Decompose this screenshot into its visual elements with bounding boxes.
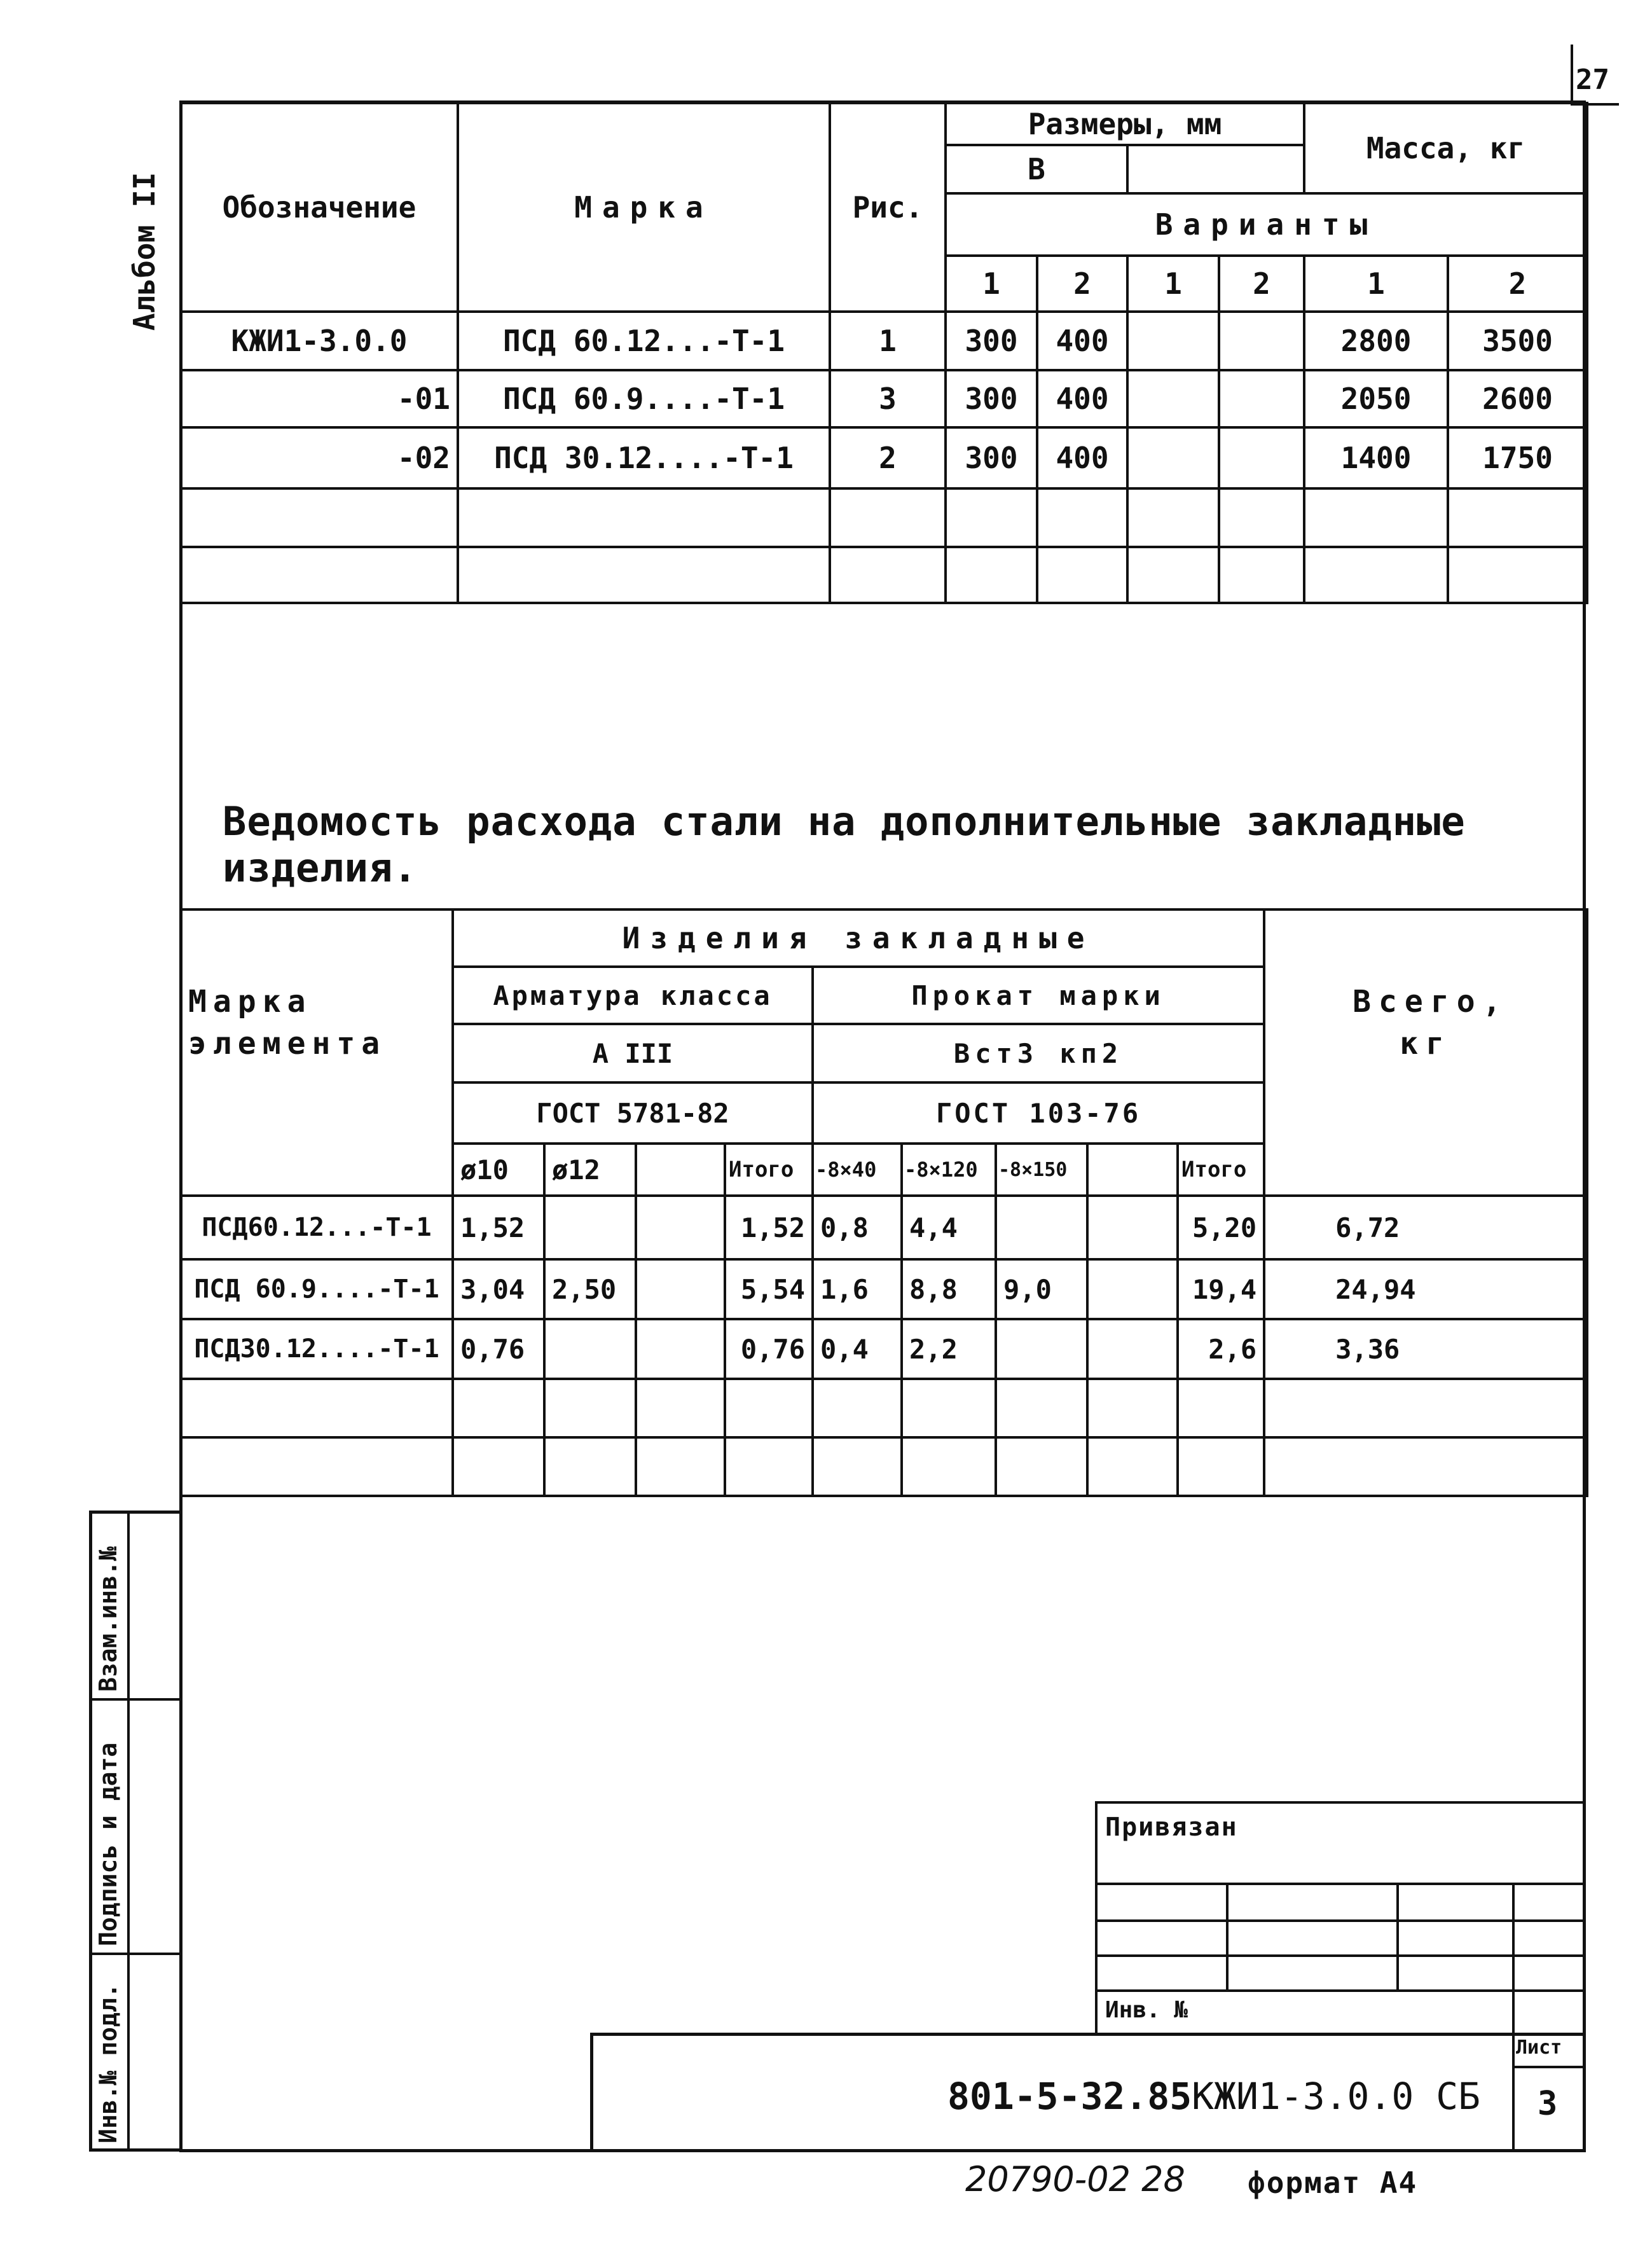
- cell: [636, 1319, 725, 1379]
- cell: КЖИ1-3.0.0: [181, 312, 458, 370]
- podpis-label: Подпись и дата: [94, 1742, 122, 1946]
- header-rolled-gost: ГОСТ 103-76: [813, 1082, 1264, 1144]
- cell: 3500: [1448, 312, 1587, 370]
- cell: [1219, 427, 1304, 488]
- table-row: [181, 1196, 1587, 1259]
- stamp-vline: [1512, 1883, 1515, 2035]
- side-strip-divider: [127, 1511, 130, 2152]
- cell: 5,20: [1178, 1196, 1264, 1259]
- side-strip-line: [89, 1698, 182, 1701]
- variant-4: 2: [1219, 256, 1304, 312]
- header-element-mark-cell: [181, 909, 453, 1196]
- cell: [544, 1319, 636, 1379]
- table-row: [181, 1319, 1587, 1379]
- cell: 4,4: [902, 1196, 996, 1259]
- cell: [1127, 370, 1219, 427]
- cell: 3,36: [1264, 1319, 1587, 1379]
- table-row-empty: [181, 547, 1587, 603]
- header-sizes: Размеры, мм: [946, 103, 1304, 145]
- document-code: [947, 2075, 1480, 2118]
- cell: 0,76: [453, 1319, 544, 1379]
- header-variants: Варианты: [946, 193, 1587, 256]
- header-sizes-blank: [1127, 145, 1304, 193]
- inv-podl-label: Инв.№ подл.: [94, 1983, 122, 2143]
- cell: 400: [1037, 312, 1127, 370]
- list-value: 3: [1538, 2085, 1558, 2123]
- privyazan-label: Привязан: [1105, 1813, 1238, 1842]
- cell: 1,52: [453, 1196, 544, 1259]
- header-blank2: [1087, 1144, 1178, 1196]
- cell: 5,54: [725, 1259, 813, 1319]
- cell: 2,50: [544, 1259, 636, 1319]
- inv-label: Инв. №: [1105, 1997, 1188, 2023]
- cell: ПСД 60.9....-Т-1: [181, 1259, 453, 1319]
- cell: [1127, 312, 1219, 370]
- table-row: [181, 1259, 1587, 1319]
- cell: [1087, 1319, 1178, 1379]
- cell: [996, 1196, 1087, 1259]
- table-row: [181, 312, 1587, 370]
- cell: 300: [946, 427, 1037, 488]
- header-sizes-b: В: [946, 145, 1127, 193]
- album-label: Альбом II: [127, 172, 162, 331]
- cell: [544, 1196, 636, 1259]
- stamp-vline: [1226, 1883, 1229, 1991]
- variant-3: 1: [1127, 256, 1219, 312]
- variant-6: 2: [1448, 256, 1587, 312]
- document-code-rest: КЖИ1-3.0.0 СБ: [1192, 2075, 1481, 2118]
- cell: 0,76: [725, 1319, 813, 1379]
- cell: 300: [946, 312, 1037, 370]
- table-row: [181, 370, 1587, 427]
- footer-format: формат А4: [1248, 2166, 1418, 2200]
- cell: 1750: [1448, 427, 1587, 488]
- section-title: Ведомость расхода стали на дополнительные закладные изделия.: [223, 798, 1466, 891]
- cell: 1,52: [725, 1196, 813, 1259]
- header-blank1: [636, 1144, 725, 1196]
- cell: -01: [181, 370, 458, 427]
- header-rebar-gost: ГОСТ 5781-82: [453, 1082, 813, 1144]
- header-rolled-grade: Вст3 кп2: [813, 1024, 1264, 1082]
- cell: [1219, 370, 1304, 427]
- table-row-empty: [181, 1379, 1587, 1437]
- cell: ПСД30.12....-Т-1: [181, 1319, 453, 1379]
- header-element-mark: Марка элемента: [188, 984, 387, 1061]
- header-fig: Рис.: [830, 103, 946, 312]
- cell: 3,04: [453, 1259, 544, 1319]
- cell: 19,4: [1178, 1259, 1264, 1319]
- cell: 1: [830, 312, 946, 370]
- cell: 400: [1037, 427, 1127, 488]
- cell: 300: [946, 370, 1037, 427]
- cell: 1400: [1304, 427, 1448, 488]
- cell: 0,4: [813, 1319, 902, 1379]
- cell: -02: [181, 427, 458, 488]
- cell: 2600: [1448, 370, 1587, 427]
- cell: [996, 1319, 1087, 1379]
- cell: 3: [830, 370, 946, 427]
- vzam-label: Взам.инв.№: [94, 1546, 122, 1692]
- cell: ПСД 60.9....-Т-1: [458, 370, 830, 427]
- header-p2: -8×120: [902, 1144, 996, 1196]
- list-label: Лист: [1516, 2036, 1562, 2059]
- cell: 400: [1037, 370, 1127, 427]
- header-d12: ø12: [544, 1144, 636, 1196]
- cell: 6,72: [1264, 1196, 1587, 1259]
- cell: 2,6: [1178, 1319, 1264, 1379]
- cell: ПСД 60.12...-Т-1: [458, 312, 830, 370]
- variant-5: 1: [1304, 256, 1448, 312]
- stamp-vline: [1396, 1883, 1399, 1991]
- header-d10: ø10: [453, 1144, 544, 1196]
- side-strip-line: [89, 1953, 182, 1955]
- header-rebar-grade: А III: [453, 1024, 813, 1082]
- header-total-cell: [1264, 909, 1587, 1196]
- header-embedded: Изделия закладные: [453, 909, 1264, 967]
- variant-1: 1: [946, 256, 1037, 312]
- table-row-empty: [181, 488, 1587, 547]
- footer-number: 20790-02 28: [965, 2159, 1185, 2199]
- cell: 2,2: [902, 1319, 996, 1379]
- header-p1: -8×40: [813, 1144, 902, 1196]
- header-itogo2: Итого: [1178, 1144, 1264, 1196]
- header-mark: Марка: [458, 103, 830, 312]
- variant-2: 2: [1037, 256, 1127, 312]
- document-code-bold: 801-5-32.85: [947, 2075, 1192, 2118]
- table-row-empty: [181, 1437, 1587, 1496]
- cell: 8,8: [902, 1259, 996, 1319]
- list-box-divider: [1512, 2033, 1515, 2151]
- header-rebar-class: Арматура класса: [453, 967, 813, 1024]
- cell: [1087, 1196, 1178, 1259]
- table-row: [181, 427, 1587, 488]
- cell: [636, 1259, 725, 1319]
- cell: 9,0: [996, 1259, 1087, 1319]
- cell: [1127, 427, 1219, 488]
- cell: 2800: [1304, 312, 1448, 370]
- header-itogo1: Итого: [725, 1144, 813, 1196]
- cell: [1087, 1259, 1178, 1319]
- table-embedded-steel: [179, 908, 1588, 1497]
- cell: 1,6: [813, 1259, 902, 1319]
- header-total: Всего, кг: [1353, 984, 1509, 1061]
- header-designation: Обозначение: [181, 103, 458, 312]
- cell: 0,8: [813, 1196, 902, 1259]
- cell: [1219, 312, 1304, 370]
- header-mass: Масса, кг: [1304, 103, 1587, 193]
- cell: [636, 1196, 725, 1259]
- cell: ПСД60.12...-Т-1: [181, 1196, 453, 1259]
- cell: 24,94: [1264, 1259, 1587, 1319]
- header-p3: -8×150: [996, 1144, 1087, 1196]
- list-box-line: [1512, 2066, 1586, 2068]
- cell: 2050: [1304, 370, 1448, 427]
- header-rolled: Прокат марки: [813, 967, 1264, 1024]
- cell: ПСД 30.12....-Т-1: [458, 427, 830, 488]
- cell: 2: [830, 427, 946, 488]
- page-number: 27: [1576, 64, 1609, 96]
- table-sizes-mass: [179, 102, 1588, 604]
